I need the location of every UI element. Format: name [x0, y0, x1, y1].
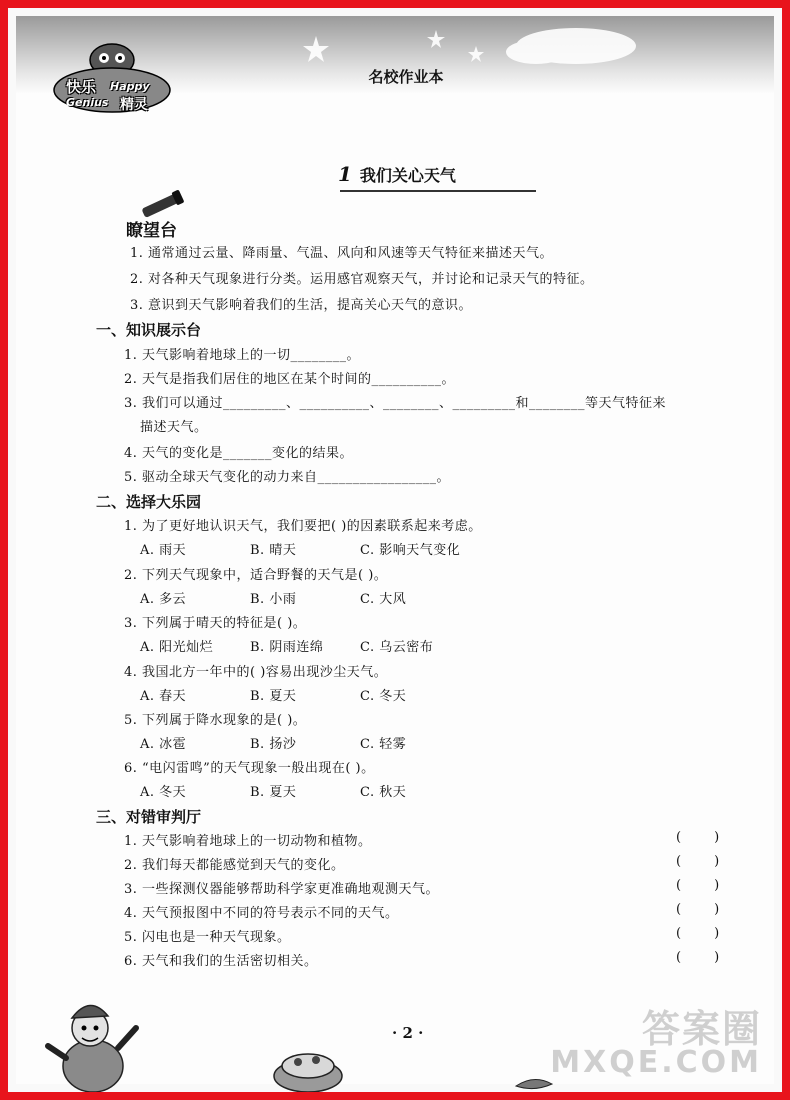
chapter-number: 1 — [338, 162, 352, 186]
lookout-item: 2. 对各种天气现象进行分类。运用感官观察天气，并讨论和记录天气的特征。 — [130, 272, 594, 287]
choice-option: B. 夏天 — [250, 689, 297, 704]
choice-question: 1. 为了更好地认识天气，我们要把( )的因素联系起来考虑。 — [124, 519, 482, 534]
judge-item: 2. 我们每天都能感觉到天气的变化。 — [124, 858, 345, 873]
choice-option: B. 夏天 — [250, 785, 297, 800]
judge-answer-box[interactable]: ( ) — [676, 830, 720, 845]
choice-option: A. 冬天 — [140, 785, 187, 800]
watermark-line2: MXQE.COM — [550, 1045, 762, 1080]
choice-option: C. 乌云密布 — [360, 640, 434, 655]
choice-option: A. 冰雹 — [140, 737, 187, 752]
cake-cartoon-icon — [268, 1036, 348, 1096]
fill-item: 5. 驱动全球天气变化的动力来自_________________。 — [124, 470, 451, 485]
choice-option: A. 春天 — [140, 689, 187, 704]
fill-item: 4. 天气的变化是_______变化的结果。 — [124, 446, 354, 461]
section-judge-title: 三、对错审判厅 — [96, 808, 202, 826]
dwarf-cartoon-icon — [38, 988, 148, 1098]
section-choice-title: 二、选择大乐园 — [96, 493, 202, 511]
judge-answer-box[interactable]: ( ) — [676, 902, 720, 917]
choice-option: C. 大风 — [360, 592, 407, 607]
lookout-item: 3. 意识到天气影响着我们的生活，提高关心天气的意识。 — [130, 298, 473, 313]
judge-item: 5. 闪电也是一种天气现象。 — [124, 930, 291, 945]
choice-question: 5. 下列属于降水现象的是( )。 — [124, 713, 307, 728]
choice-option: A. 多云 — [140, 592, 187, 607]
brand-logo — [52, 40, 172, 120]
choice-option: C. 冬天 — [360, 689, 407, 704]
fill-item: 3. 我们可以通过_________、__________、________、_________和________等天气特征来 — [124, 396, 667, 411]
choice-option: B. 扬沙 — [250, 737, 297, 752]
choice-question: 3. 下列属于晴天的特征是( )。 — [124, 616, 307, 631]
fill-item-continued: 描述天气。 — [140, 420, 208, 435]
lookout-title: 瞭望台 — [126, 221, 177, 241]
title-underline — [340, 190, 536, 192]
judge-answer-box[interactable]: ( ) — [676, 950, 720, 965]
choice-question: 6. “电闪雷鸣”的天气现象一般出现在( )。 — [124, 761, 375, 776]
section-knowledge-title: 一、知识展示台 — [96, 321, 202, 339]
logo-text-en2: Genius — [66, 96, 109, 109]
choice-option: C. 影响天气变化 — [360, 543, 461, 558]
judge-item: 4. 天气预报图中不同的符号表示不同的天气。 — [124, 906, 399, 921]
logo-text-en: Happy — [110, 80, 150, 93]
header-title: 名校作业本 — [368, 68, 444, 86]
slipper-icon — [514, 1072, 554, 1092]
choice-options — [140, 781, 406, 800]
watermark — [550, 1007, 762, 1080]
choice-question: 4. 我国北方一年中的( )容易出现沙尘天气。 — [124, 665, 388, 680]
judge-answer-box[interactable]: ( ) — [676, 926, 720, 941]
judge-item: 3. 一些探测仪器能够帮助科学家更准确地观测天气。 — [124, 882, 440, 897]
judge-item: 1. 天气影响着地球上的一切动物和植物。 — [124, 834, 372, 849]
choice-question: 2. 下列天气现象中，适合野餐的天气是( )。 — [124, 568, 388, 583]
choice-option: B. 小雨 — [250, 592, 297, 607]
fill-item: 1. 天气影响着地球上的一切________。 — [124, 348, 361, 363]
judge-answer-box[interactable]: ( ) — [676, 878, 720, 893]
choice-option: C. 轻雾 — [360, 737, 407, 752]
choice-options — [140, 685, 406, 704]
page-inner — [16, 16, 774, 1084]
choice-option: A. 阳光灿烂 — [140, 640, 214, 655]
choice-options — [140, 733, 406, 752]
fill-item: 2. 天气是指我们居住的地区在某个时间的__________。 — [124, 372, 456, 387]
chapter-title — [338, 162, 456, 186]
logo-text-cn2: 精灵 — [120, 97, 148, 113]
chapter-title-text: 我们关心天气 — [359, 166, 456, 185]
lookout-item: 1. 通常通过云量、降雨量、气温、风向和风速等天气特征来描述天气。 — [130, 246, 554, 261]
choice-option: B. 阴雨连绵 — [250, 640, 324, 655]
choice-option: C. 秋天 — [360, 785, 407, 800]
choice-options — [140, 539, 460, 558]
choice-option: A. 雨天 — [140, 543, 187, 558]
choice-option: B. 晴天 — [250, 543, 297, 558]
page-number: · 2 · — [392, 1024, 424, 1042]
logo-text-cn: 快乐 — [66, 78, 97, 96]
choice-options — [140, 588, 406, 607]
judge-answer-box[interactable]: ( ) — [676, 854, 720, 869]
choice-options — [140, 636, 433, 655]
watermark-line1: 答案圈 — [641, 1007, 762, 1051]
judge-item: 6. 天气和我们的生活密切相关。 — [124, 954, 318, 969]
